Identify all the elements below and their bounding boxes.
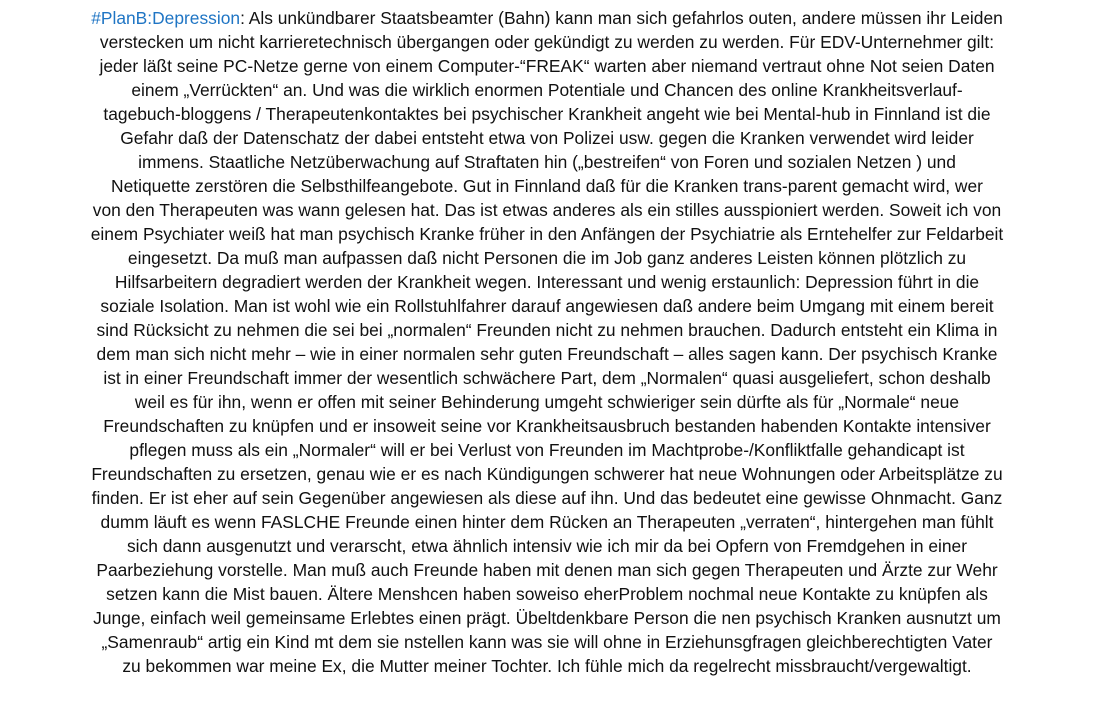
text-line-1 [0, 6, 1094, 30]
text-line-20: Freundschaften zu ersetzen, genau wie er es nach Kündigungen schwerer hat neue Wohnungen oder Arbeitsplätze zu [91, 464, 1003, 484]
text-line-27: „Samenraub“ artig ein Kind mt dem sie nstellen kann was sie will ohne in Erziehunsgfragen gleichberechtigten Vater [101, 632, 993, 652]
text-line-9: von den Therapeuten was wann gelesen hat. Das ist etwas anderes als ein stilles ausspioniert werden. Soweit ich von [92, 200, 1002, 220]
text-line-28: zu bekommen war meine Ex, die Mutter meiner Tochter. Ich fühle mich da regelrecht missbraucht/vergewaltigt. [122, 656, 972, 676]
text-line-26: Junge, einfach weil gemeinsame Erlebtes einen prägt. Übeltdenkbare Person die nen psychisch Kranken ausnutzt um [93, 608, 1001, 628]
text-line-3: jeder läßt seine PC-Netze gerne von einem Computer-“FREAK“ warten aber niemand vertraut ohne Not seien Daten [99, 56, 995, 76]
text-line-1-body: : Als unkündbarer Staatsbeamter (Bahn) kann man sich gefahrlos outen, andere müssen ihr Leiden [240, 8, 1003, 28]
text-line-23: sich dann ausgenutzt und verarscht, etwa ähnlich intensiv wie ich mir da bei Opfern von Fremdgehen in einer [126, 536, 968, 556]
text-line-22: dumm läuft es wenn FASLCHE Freunde einen hinter dem Rücken an Therapeuten „verraten“, hintergehen man fühlt [100, 512, 994, 532]
text-line-13: soziale Isolation. Man ist wohl wie ein Rollstuhlfahrer darauf angewiesen daß andere beim Umgang mit einem bereit [100, 296, 994, 316]
text-line-14: sind Rücksicht zu nehmen die sei bei „normalen“ Freunden nicht zu nehmen brauchen. Dadurch entsteht ein Klima in [96, 320, 998, 340]
text-line-7: immens. Staatliche Netzüberwachung auf Straftaten hin („bestreifen“ von Foren und sozialen Netzen ) und [138, 152, 956, 172]
text-line-2: verstecken um nicht karrieretechnisch übergangen oder gekündigt zu werden zu werden. Für EDV-Unternehmer gilt: [99, 32, 995, 52]
hashtag-link[interactable]: #PlanB:Depression [91, 8, 241, 28]
text-line-12: Hilfsarbeitern degradiert werden der Krankheit wegen. Interessant und wenig erstaunlich: Depression führt in die [114, 272, 980, 292]
text-line-6: Gefahr daß der Datenschatz der dabei entsteht etwa von Polizei usw. gegen die Kranken verwendet wird leider [120, 128, 974, 148]
text-line-4: einem „Verrückten“ an. Und was die wirklich enormen Potentiale und Chancen des online Krankheitsverlauf- [131, 80, 963, 100]
text-line-11: eingesetzt. Da muß man aufpassen daß nicht Personen die im Job ganz anderes Leisten können plötzlich zu [127, 248, 967, 268]
text-line-18: Freundschaften zu knüpfen und er insoweit seine vor Krankheitsausbruch bestanden habenden Kontakte intensiver [103, 416, 991, 436]
text-line-8: Netiquette zerstören die Selbsthilfeangebote. Gut in Finnland daß für die Kranken trans-parent gemacht wird, wer [111, 176, 983, 196]
text-line-25: setzen kann die Mist bauen. Ältere Menshcen haben soweiso eherProblem nochmal neue Kontakte zu knüpfen als [106, 584, 988, 604]
text-line-10: einem Psychiater weiß hat man psychisch Kranke früher in den Anfängen der Psychiatrie als Erntehelfer zur Feldarbeit [90, 224, 1004, 244]
text-line-19: pflegen muss als ein „Normaler“ will er bei Verlust von Freunden im Machtprobe-/Konfliktfalle gehandicapt ist [129, 440, 965, 460]
text-line-15: dem man sich nicht mehr – wie in einer normalen sehr guten Freundschaft – alles sagen kann. Der psychisch Kranke [96, 344, 998, 364]
text-line-17: weil es für ihn, wenn er offen mit seiner Behinderung umgeht schwieriger sein dürfte als für „Normale“ neue [134, 392, 960, 412]
text-line-24: Paarbeziehung vorstelle. Man muß auch Freunde haben mit denen man sich gegen Therapeuten und Ärzte zur Wehr [96, 560, 998, 580]
text-line-21: finden. Er ist eher auf sein Gegenüber angewiesen als diese auf ihn. Und das bedeutet eine gewisse Ohnmacht. Ganz [91, 488, 1003, 508]
text-line-16: ist in einer Freundschaft immer der wesentlich schwächere Part, dem „Normalen“ quasi ausgeliefert, schon deshalb [103, 368, 991, 388]
text-line-5: tagebuch-bloggens / Therapeutenkontaktes bei psychischer Krankheit angeht wie bei Mental-hub in Finnland ist die [103, 104, 991, 124]
post-text-block [0, 6, 1094, 702]
